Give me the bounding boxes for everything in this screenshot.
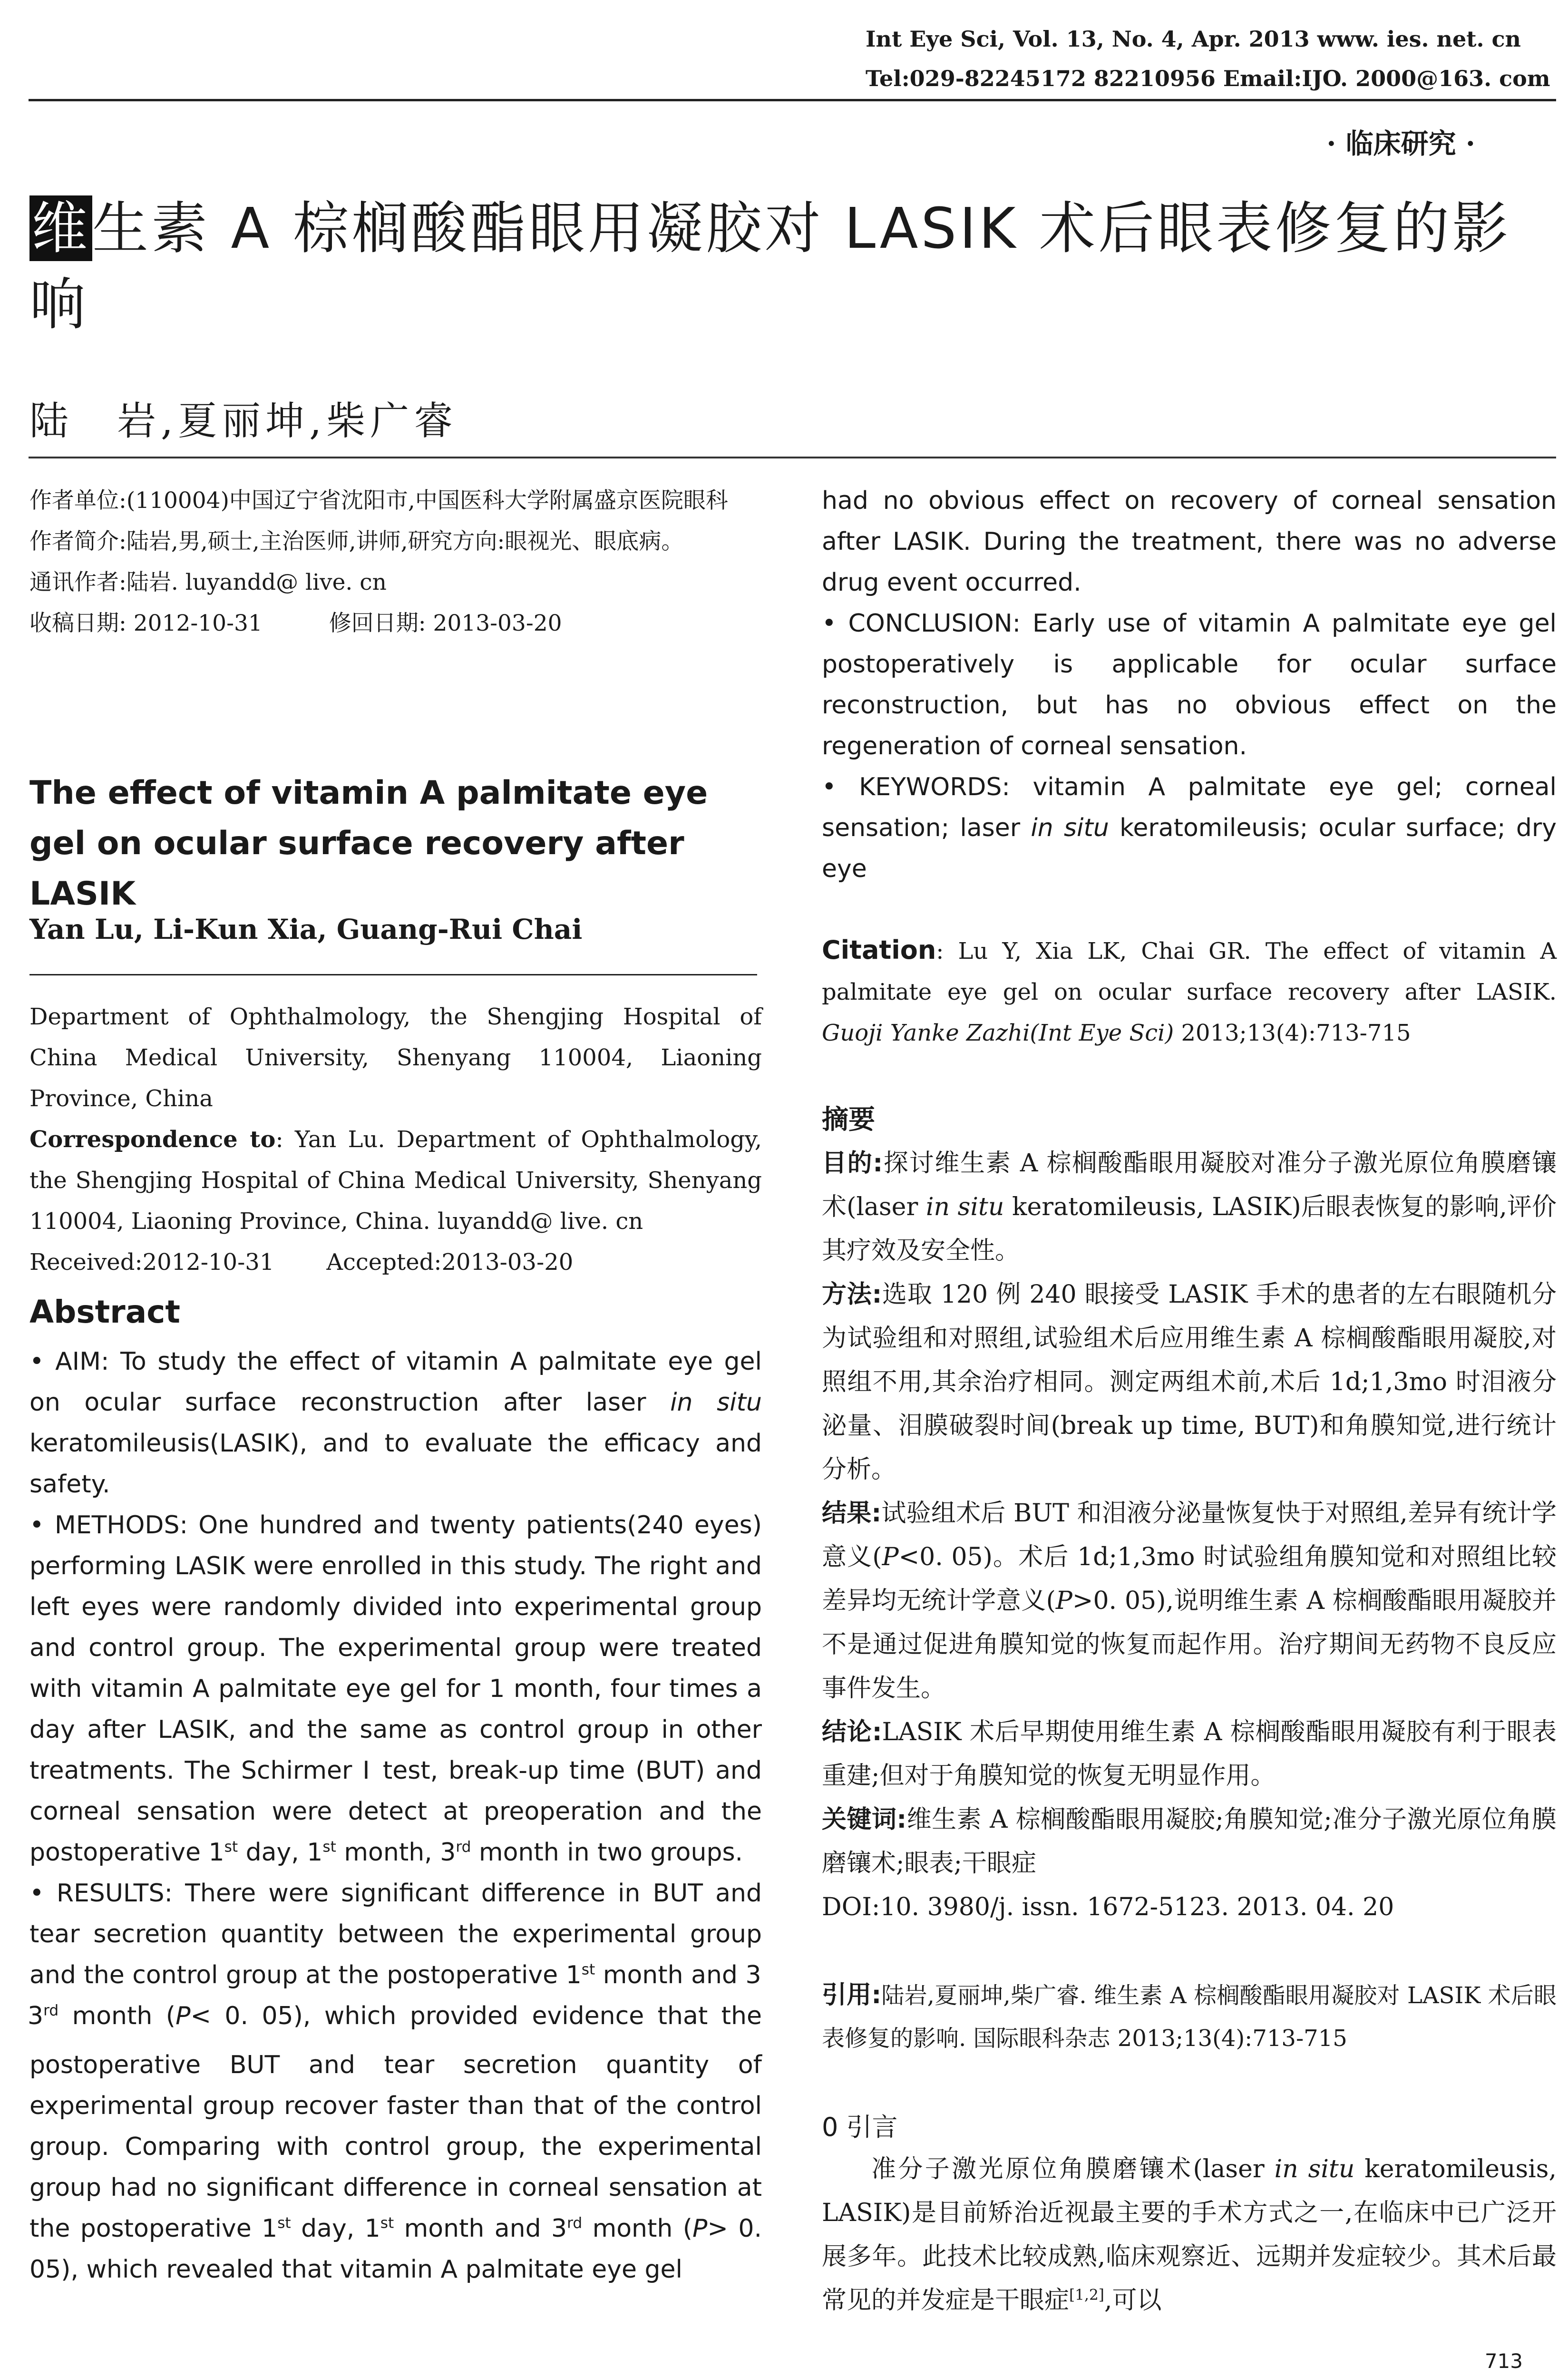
cn-aim-text-2: keratomileusis, LASIK)后眼表恢复的影响,评价其疗效及安全性。 bbox=[822, 1193, 1557, 1265]
cn-abstract-heading: 摘要 bbox=[822, 1104, 875, 1135]
cn-results-text-3: >0. 05),说明维生素 A 棕榈酸酯眼用凝胶并不是通过促进角膜知觉的恢复而起作用。治疗期间无药物不良反应事件发生。 bbox=[822, 1587, 1557, 1703]
conclusion-label: • CONCLUSION: bbox=[822, 609, 1021, 638]
cn-aim-in-situ: in situ bbox=[925, 1193, 1004, 1221]
results-p: P bbox=[175, 2002, 191, 2030]
abstract-body-left bbox=[29, 1341, 762, 2290]
cn-citation-label: 引用: bbox=[822, 1981, 882, 2009]
sup-st: st bbox=[380, 2214, 394, 2232]
cn-conclusion-label: 结论: bbox=[822, 1718, 882, 1746]
page-number: 713 bbox=[1484, 2349, 1523, 2373]
abstract-results bbox=[29, 1873, 762, 2290]
revised-date: 修回日期: 2013-03-20 bbox=[329, 610, 562, 636]
results-text-7: month ( bbox=[582, 2214, 693, 2243]
cn-abstract-body bbox=[822, 1141, 1557, 1929]
results-text-6: month and 3 bbox=[394, 2214, 567, 2243]
article-title bbox=[29, 190, 1556, 342]
cn-results-p: P bbox=[1055, 1587, 1072, 1615]
cn-conclusion bbox=[822, 1710, 1557, 1798]
aim-label: • AIM: bbox=[29, 1347, 109, 1376]
abstract-methods bbox=[29, 1505, 762, 1873]
sup-st: st bbox=[224, 1838, 238, 1856]
author-meta bbox=[29, 480, 762, 644]
cn-results-text-2: <0. 05)。术后 1d;1,3mo 时试验组角膜知觉和对照组比较差异均无统计学意义( bbox=[822, 1543, 1557, 1615]
cn-results-text: 试验组术后 BUT 和泪液分泌量恢复快于对照组,差异有统计学意义( bbox=[822, 1499, 1557, 1571]
title-divider bbox=[29, 457, 1556, 458]
abstract-body-right bbox=[822, 480, 1557, 889]
results-p: P bbox=[692, 2214, 708, 2243]
cn-results-label: 结果: bbox=[822, 1499, 882, 1528]
results-text: There were significant difference in BUT and tear secretion quantity between the experimental group and the control group at the postoperative 1 bbox=[29, 1879, 762, 1989]
cn-results-p: P bbox=[882, 1543, 899, 1571]
affiliation-divider bbox=[29, 974, 757, 975]
english-authors: Yan Lu, Li-Kun Xia, Guang-Rui Chai bbox=[29, 913, 583, 945]
aim-text-end: keratomileusis(LASIK), and to evaluate the efficacy and safety. bbox=[29, 1429, 762, 1499]
corresponding-author: 通讯作者:陆岩. luyandd@ live. cn bbox=[29, 569, 387, 595]
intro-heading: 0 引言 bbox=[822, 2112, 898, 2142]
sup-rd: rd bbox=[456, 1838, 471, 1856]
sup-rd: rd bbox=[43, 2002, 59, 2019]
received-date: 收稿日期: 2012-10-31 bbox=[29, 610, 263, 636]
citation-text-2: 2013;13(4):713-715 bbox=[1174, 1020, 1411, 1046]
cn-citation-text: 陆岩,夏丽坤,柴广睿. 维生素 A 棕榈酸酯眼用凝胶对 LASIK 术后眼表修复的影响. 国际眼科杂志 2013;13(4):713-715 bbox=[822, 1982, 1557, 2052]
cn-aim-label: 目的: bbox=[822, 1149, 883, 1178]
correspondence bbox=[29, 1119, 762, 1242]
results-text-5: day, 1 bbox=[291, 2214, 380, 2243]
sup-rd: rd bbox=[567, 2214, 583, 2232]
affiliation-dept: Department of Ophthalmology, the Shengjing Hospital of China Medical University, Shenyang 110004, Liaoning Province, China bbox=[29, 1003, 762, 1112]
results-text-2: month and 3 bbox=[595, 1961, 761, 1989]
journal-info-line: Int Eye Sci, Vol. 13, No. 4, Apr. 2013 www. ies. net. cn bbox=[866, 26, 1521, 52]
intro-ref: [1,2] bbox=[1069, 2286, 1104, 2304]
accepted-en: Accepted:2013-03-20 bbox=[326, 1249, 574, 1276]
methods-text-3: month, 3 bbox=[336, 1838, 456, 1867]
intro-text-3: ,可以 bbox=[1104, 2286, 1162, 2315]
header-divider bbox=[29, 99, 1556, 101]
intro-paragraph bbox=[822, 2147, 1557, 2322]
aim-text: To study the effect of vitamin A palmitate eye gel on ocular surface reconstruction after laser bbox=[29, 1347, 762, 1417]
results-text-3: month ( bbox=[58, 2002, 176, 2030]
received-accepted bbox=[29, 1242, 762, 1283]
authors-cn: 陆 岩,夏丽坤,柴广睿 bbox=[29, 399, 458, 444]
cn-aim-text: 探讨维生素 A 棕榈酸酯眼用凝胶对准分子激光原位角膜磨镶术(laser bbox=[822, 1149, 1557, 1221]
citation-text: : Lu Y, Xia LK, Chai GR. The effect of vitamin A palmitate eye gel on ocular surface recovery after LASIK. bbox=[822, 938, 1557, 1005]
results-text-8: > 0. 05), which revealed that vitamin A palmitate eye gel bbox=[29, 2214, 762, 2284]
title-first-char: 维 bbox=[29, 195, 92, 261]
intro-body bbox=[822, 2147, 1557, 2322]
methods-label: • METHODS: bbox=[29, 1511, 188, 1539]
cn-keywords-text: 维生素 A 棕榈酸酯眼用凝胶;角膜知觉;准分子激光原位角膜磨镶术;眼表;干眼症 bbox=[822, 1805, 1557, 1878]
abstract-conclusion bbox=[822, 603, 1557, 767]
cn-results bbox=[822, 1491, 1557, 1710]
keywords-label: • KEYWORDS: bbox=[822, 773, 1010, 801]
aim-in-situ: in situ bbox=[670, 1388, 762, 1417]
cn-methods-label: 方法: bbox=[822, 1280, 882, 1309]
citation-journal: Guoji Yanke Zazhi(Int Eye Sci) bbox=[822, 1020, 1174, 1046]
sup-st: st bbox=[581, 1961, 595, 1978]
correspondence-label: Correspondence to bbox=[29, 1126, 276, 1153]
results-text-4: < 0. 05), which provided evidence that the postoperative BUT and tear secretion quantity of experimental group recover faster than that of the control group. Comparing with control group, the experimental group had no significant difference in corneal sensation at the postoperative 1 bbox=[29, 2002, 762, 2243]
abstract-aim bbox=[29, 1341, 762, 1505]
citation-block bbox=[822, 930, 1557, 1053]
cn-methods-text: 选取 120 例 240 眼接受 LASIK 手术的患者的左右眼随机分为试验组和对照组,试验组术后应用维生素 A 棕榈酸酯眼用凝胶,对照组不用,其余治疗相同。测定两组术前,术后 1d;1,3mo 时泪液分泌量、泪膜破裂时间(break up time, BUT)和角膜知觉,进行统计分析。 bbox=[822, 1280, 1557, 1484]
keywords-text-2: keratomileusis; ocular surface; dry eye bbox=[822, 814, 1557, 883]
citation-label: Citation bbox=[822, 935, 936, 965]
cn-methods bbox=[822, 1273, 1557, 1491]
cn-keywords bbox=[822, 1798, 1557, 1885]
conclusion-text: Early use of vitamin A palmitate eye gel postoperatively is applicable for ocular surface reconstruction, but has no obvious effect on the regeneration of corneal sensation. bbox=[822, 609, 1557, 760]
correspondence-text: : Yan Lu. Department of Ophthalmology, the Shengjing Hospital of China Medical University, Shenyang 110004, Liaoning Province, China. luyandd@ live. cn bbox=[29, 1126, 762, 1235]
cn-aim bbox=[822, 1141, 1557, 1273]
keywords-in-situ: in situ bbox=[1031, 814, 1109, 842]
author-bio: 作者简介:陆岩,男,硕士,主治医师,讲师,研究方向:眼视光、眼底病。 bbox=[29, 528, 684, 555]
methods-text: One hundred and twenty patients(240 eyes) performing LASIK were enrolled in this study. The right and left eyes were randomly divided into experimental group and control group. The experimental group were treated with vitamin A palmitate eye gel for 1 month, four times a day after LASIK, and the same as control group in other treatments. The Schirmer Ⅰ test, break-up time (BUT) and corneal sensation were detect at preoperation and the postoperative 1 bbox=[29, 1511, 762, 1867]
journal-contact-line: Tel:029-82245172 82210956 Email:IJO. 2000@163. com bbox=[866, 66, 1550, 91]
author-unit: 作者单位:(110004)中国辽宁省沈阳市,中国医科大学附属盛京医院眼科 bbox=[29, 487, 728, 514]
sup-st: st bbox=[322, 1838, 336, 1856]
section-tag: · 临床研究 · bbox=[1326, 127, 1475, 160]
abstract-heading: Abstract bbox=[29, 1294, 180, 1330]
cn-citation bbox=[822, 1974, 1557, 2060]
cn-conclusion-text: LASIK 术后早期使用维生素 A 棕榈酸酯眼用凝胶有利于眼表重建;但对于角膜知觉的恢复无明显作用。 bbox=[822, 1718, 1557, 1790]
methods-text-2: day, 1 bbox=[238, 1838, 323, 1867]
intro-in-situ: in situ bbox=[1274, 2155, 1355, 2183]
keywords-text: vitamin A palmitate eye gel; corneal sensation; laser bbox=[822, 773, 1557, 842]
title-rest: 生素 A 棕榈酸酯眼用凝胶对 LASIK 术后眼表修复的影响 bbox=[29, 195, 1511, 337]
intro-text-2: keratomileusis, LASIK)是目前矫治近视最主要的手术方式之一,在临床中已广泛开展多年。此技术比较成熟,临床观察近、远期并发症较少。其术后最常见的并发症是干眼症 bbox=[822, 2155, 1557, 2315]
english-title: The effect of vitamin A palmitate eye gel on ocular surface recovery after LASIK bbox=[29, 774, 708, 913]
intro-text: 准分子激光原位角膜磨镶术(laser bbox=[871, 2155, 1275, 2183]
cn-keywords-label: 关键词: bbox=[822, 1805, 907, 1834]
results-3rd: 3rd bbox=[28, 2002, 59, 2030]
results-label: • RESULTS: bbox=[29, 1879, 173, 1908]
methods-text-4: month in two groups. bbox=[471, 1838, 743, 1867]
results-continued: had no obvious effect on recovery of corneal sensation after LASIK. During the treatment, there was no adverse drug event occurred. bbox=[822, 487, 1557, 597]
dates-line bbox=[29, 603, 762, 644]
sup-st: st bbox=[277, 2214, 291, 2232]
doi: DOI:10. 3980/j. issn. 1672-5123. 2013. 04. 20 bbox=[822, 1893, 1394, 1921]
abstract-keywords bbox=[822, 767, 1557, 889]
affiliation-block bbox=[29, 996, 762, 1283]
received-en: Received:2012-10-31 bbox=[29, 1249, 274, 1276]
